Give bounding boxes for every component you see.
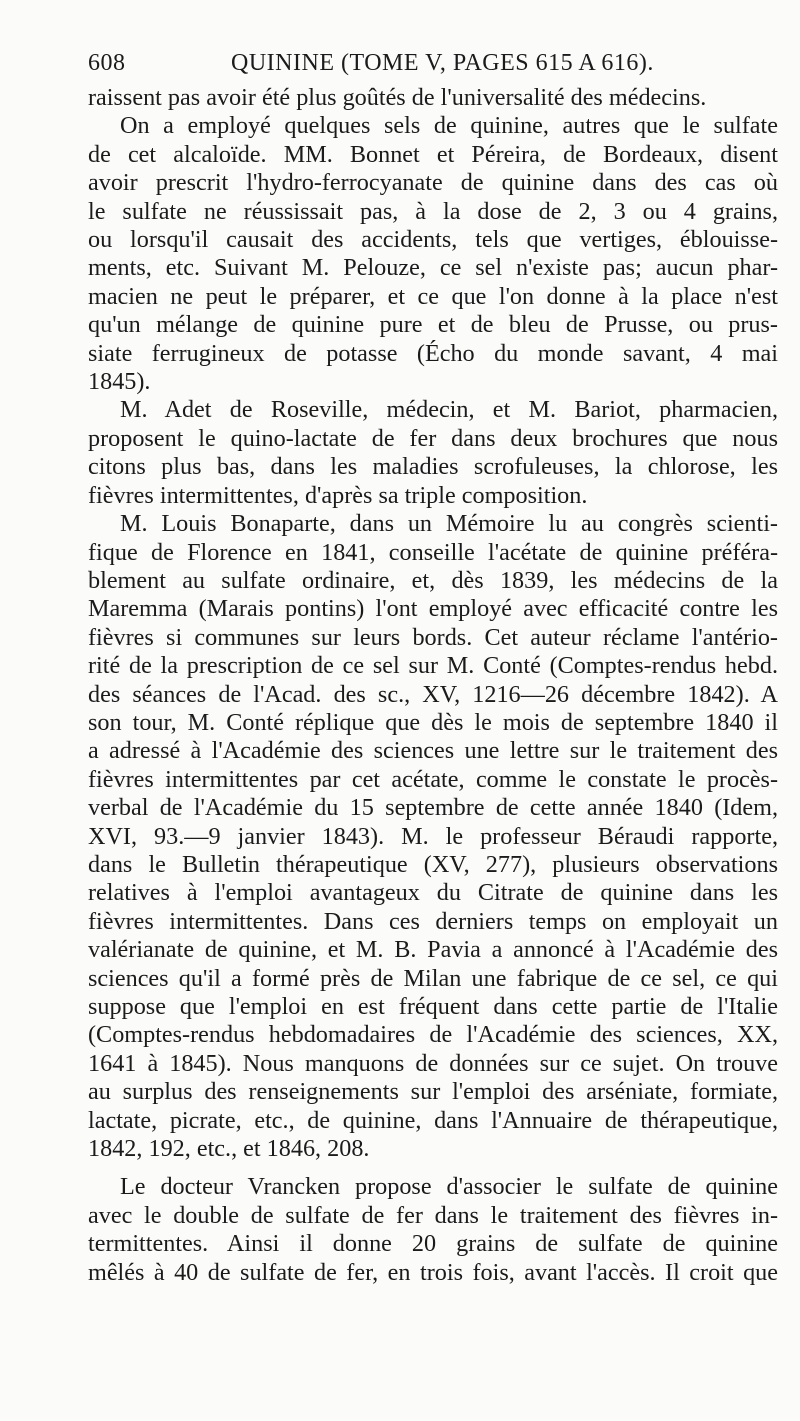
- text-line: lactate, picrate, etc., de quinine, dans l'Annuaire de thérapeutique,: [88, 1106, 778, 1134]
- text-line: fièvres intermittentes, d'après sa triple composition.: [88, 481, 588, 509]
- text-line: dans le Bulletin thérapeutique (XV, 277), plusieurs observations: [88, 850, 778, 878]
- text-line: raissent pas avoir été plus goûtés de l'universalité des médecins.: [88, 84, 707, 111]
- text-line: son tour, M. Conté réplique que dès le mois de septembre 1840 il: [88, 708, 778, 736]
- text-line: fièvres si communes sur leurs bords. Cet auteur réclame l'antério-: [88, 623, 778, 651]
- text-line: ments, etc. Suivant M. Pelouze, ce sel n'existe pas; aucun phar-: [88, 254, 778, 282]
- text-line: fièvres intermittentes. Dans ces derniers temps on employait un: [88, 907, 778, 935]
- text-line: suppose que l'emploi en est fréquent dans cette partie de l'Italie: [88, 993, 778, 1020]
- body-text: [88, 84, 778, 1287]
- text-line: proposent le quino-lactate de fer dans deux brochures que nous: [88, 424, 778, 452]
- paragraph-continuation: [88, 84, 778, 112]
- text-line: relatives à l'emploi avantageux du Citrate de quinine dans les: [88, 879, 778, 907]
- text-line: M. Louis Bonaparte, dans un Mémoire lu au congrès scienti-: [120, 510, 778, 538]
- text-line: citons plus bas, dans les maladies scrofuleuses, la chlorose, les: [88, 453, 778, 481]
- text-line: macien ne peut le préparer, et ce que l'on donne à la place n'est: [88, 282, 778, 310]
- paragraph-quino-lactate: [88, 396, 778, 510]
- text-line: des séances de l'Acad. des sc., XV, 1216—26 décembre 1842). A: [88, 680, 778, 708]
- text-line: Le docteur Vrancken propose d'associer le sulfate de quinine: [120, 1173, 778, 1201]
- text-line: fique de Florence en 1841, conseille l'acétate de quinine préféra-: [88, 538, 778, 566]
- text-line: sciences qu'il a formé près de Milan une fabrique de ce sel, ce qui: [88, 964, 778, 992]
- text-line: de cet alcaloïde. MM. Bonnet et Péreira, de Bordeaux, disent: [88, 140, 778, 168]
- text-line: blement au sulfate ordinaire, et, dès 1839, les médecins de la: [88, 566, 778, 594]
- text-line: ou lorsqu'il causait des accidents, tels que vertiges, éblouisse-: [88, 226, 778, 254]
- text-line: On a employé quelques sels de quinine, autres que le sulfate: [120, 112, 778, 140]
- text-line: Maremma (Marais pontins) l'ont employé avec efficacité contre les: [88, 595, 778, 623]
- text-line: rité de la prescription de ce sel sur M. Conté (Comptes-rendus hebd.: [88, 652, 778, 680]
- paragraph-vrancken: [88, 1173, 778, 1287]
- text-line: 1845).: [88, 368, 151, 396]
- text-line: mêlés à 40 de sulfate de fer, en trois fois, avant l'accès. Il croit que: [88, 1258, 778, 1286]
- text-line: fièvres intermittentes par cet acétate, comme le constate le procès-: [88, 765, 778, 793]
- paragraph-acetate: [88, 510, 778, 1163]
- page-number: 608: [88, 50, 126, 76]
- paragraph-quinine-salts: [88, 112, 778, 396]
- text-line: au surplus des renseignements sur l'emploi des arséniate, formiate,: [88, 1078, 778, 1106]
- text-line: termittentes. Ainsi il donne 20 grains de sulfate de quinine: [88, 1230, 778, 1258]
- text-line: (Comptes-rendus hebdomadaires de l'Académie des sciences, XX,: [88, 1021, 778, 1049]
- text-line: 1641 à 1845). Nous manquons de données sur ce sujet. On trouve: [88, 1049, 778, 1077]
- text-line: a adressé à l'Académie des sciences une lettre sur le traitement des: [88, 737, 778, 765]
- running-head: QUININE (TOME V, PAGES 615 A 616).: [231, 50, 654, 76]
- text-line: avec le double de sulfate de fer dans le traitement des fièvres in-: [88, 1201, 778, 1229]
- text-line: siate ferrugineux de potasse (Écho du monde savant, 4 mai: [88, 339, 778, 367]
- page-header: [88, 50, 673, 84]
- text-line: le sulfate ne réussissait pas, à la dose de 2, 3 ou 4 grains,: [88, 197, 778, 225]
- text-line: verbal de l'Académie du 15 septembre de cette année 1840 (Idem,: [88, 794, 778, 822]
- text-line: 1842, 192, etc., et 1846, 208.: [88, 1135, 370, 1163]
- text-line: avoir prescrit l'hydro-ferrocyanate de quinine dans des cas où: [88, 169, 778, 197]
- text-line: XVI, 93.—9 janvier 1843). M. le professeur Béraudi rapporte,: [88, 822, 778, 850]
- text-line: valérianate de quinine, et M. B. Pavia a annoncé à l'Académie des: [88, 936, 778, 964]
- text-line: qu'un mélange de quinine pure et de bleu de Prusse, ou prus-: [88, 311, 778, 339]
- paragraph-gap: [88, 1163, 778, 1173]
- text-line: M. Adet de Roseville, médecin, et M. Bariot, pharmacien,: [120, 396, 778, 424]
